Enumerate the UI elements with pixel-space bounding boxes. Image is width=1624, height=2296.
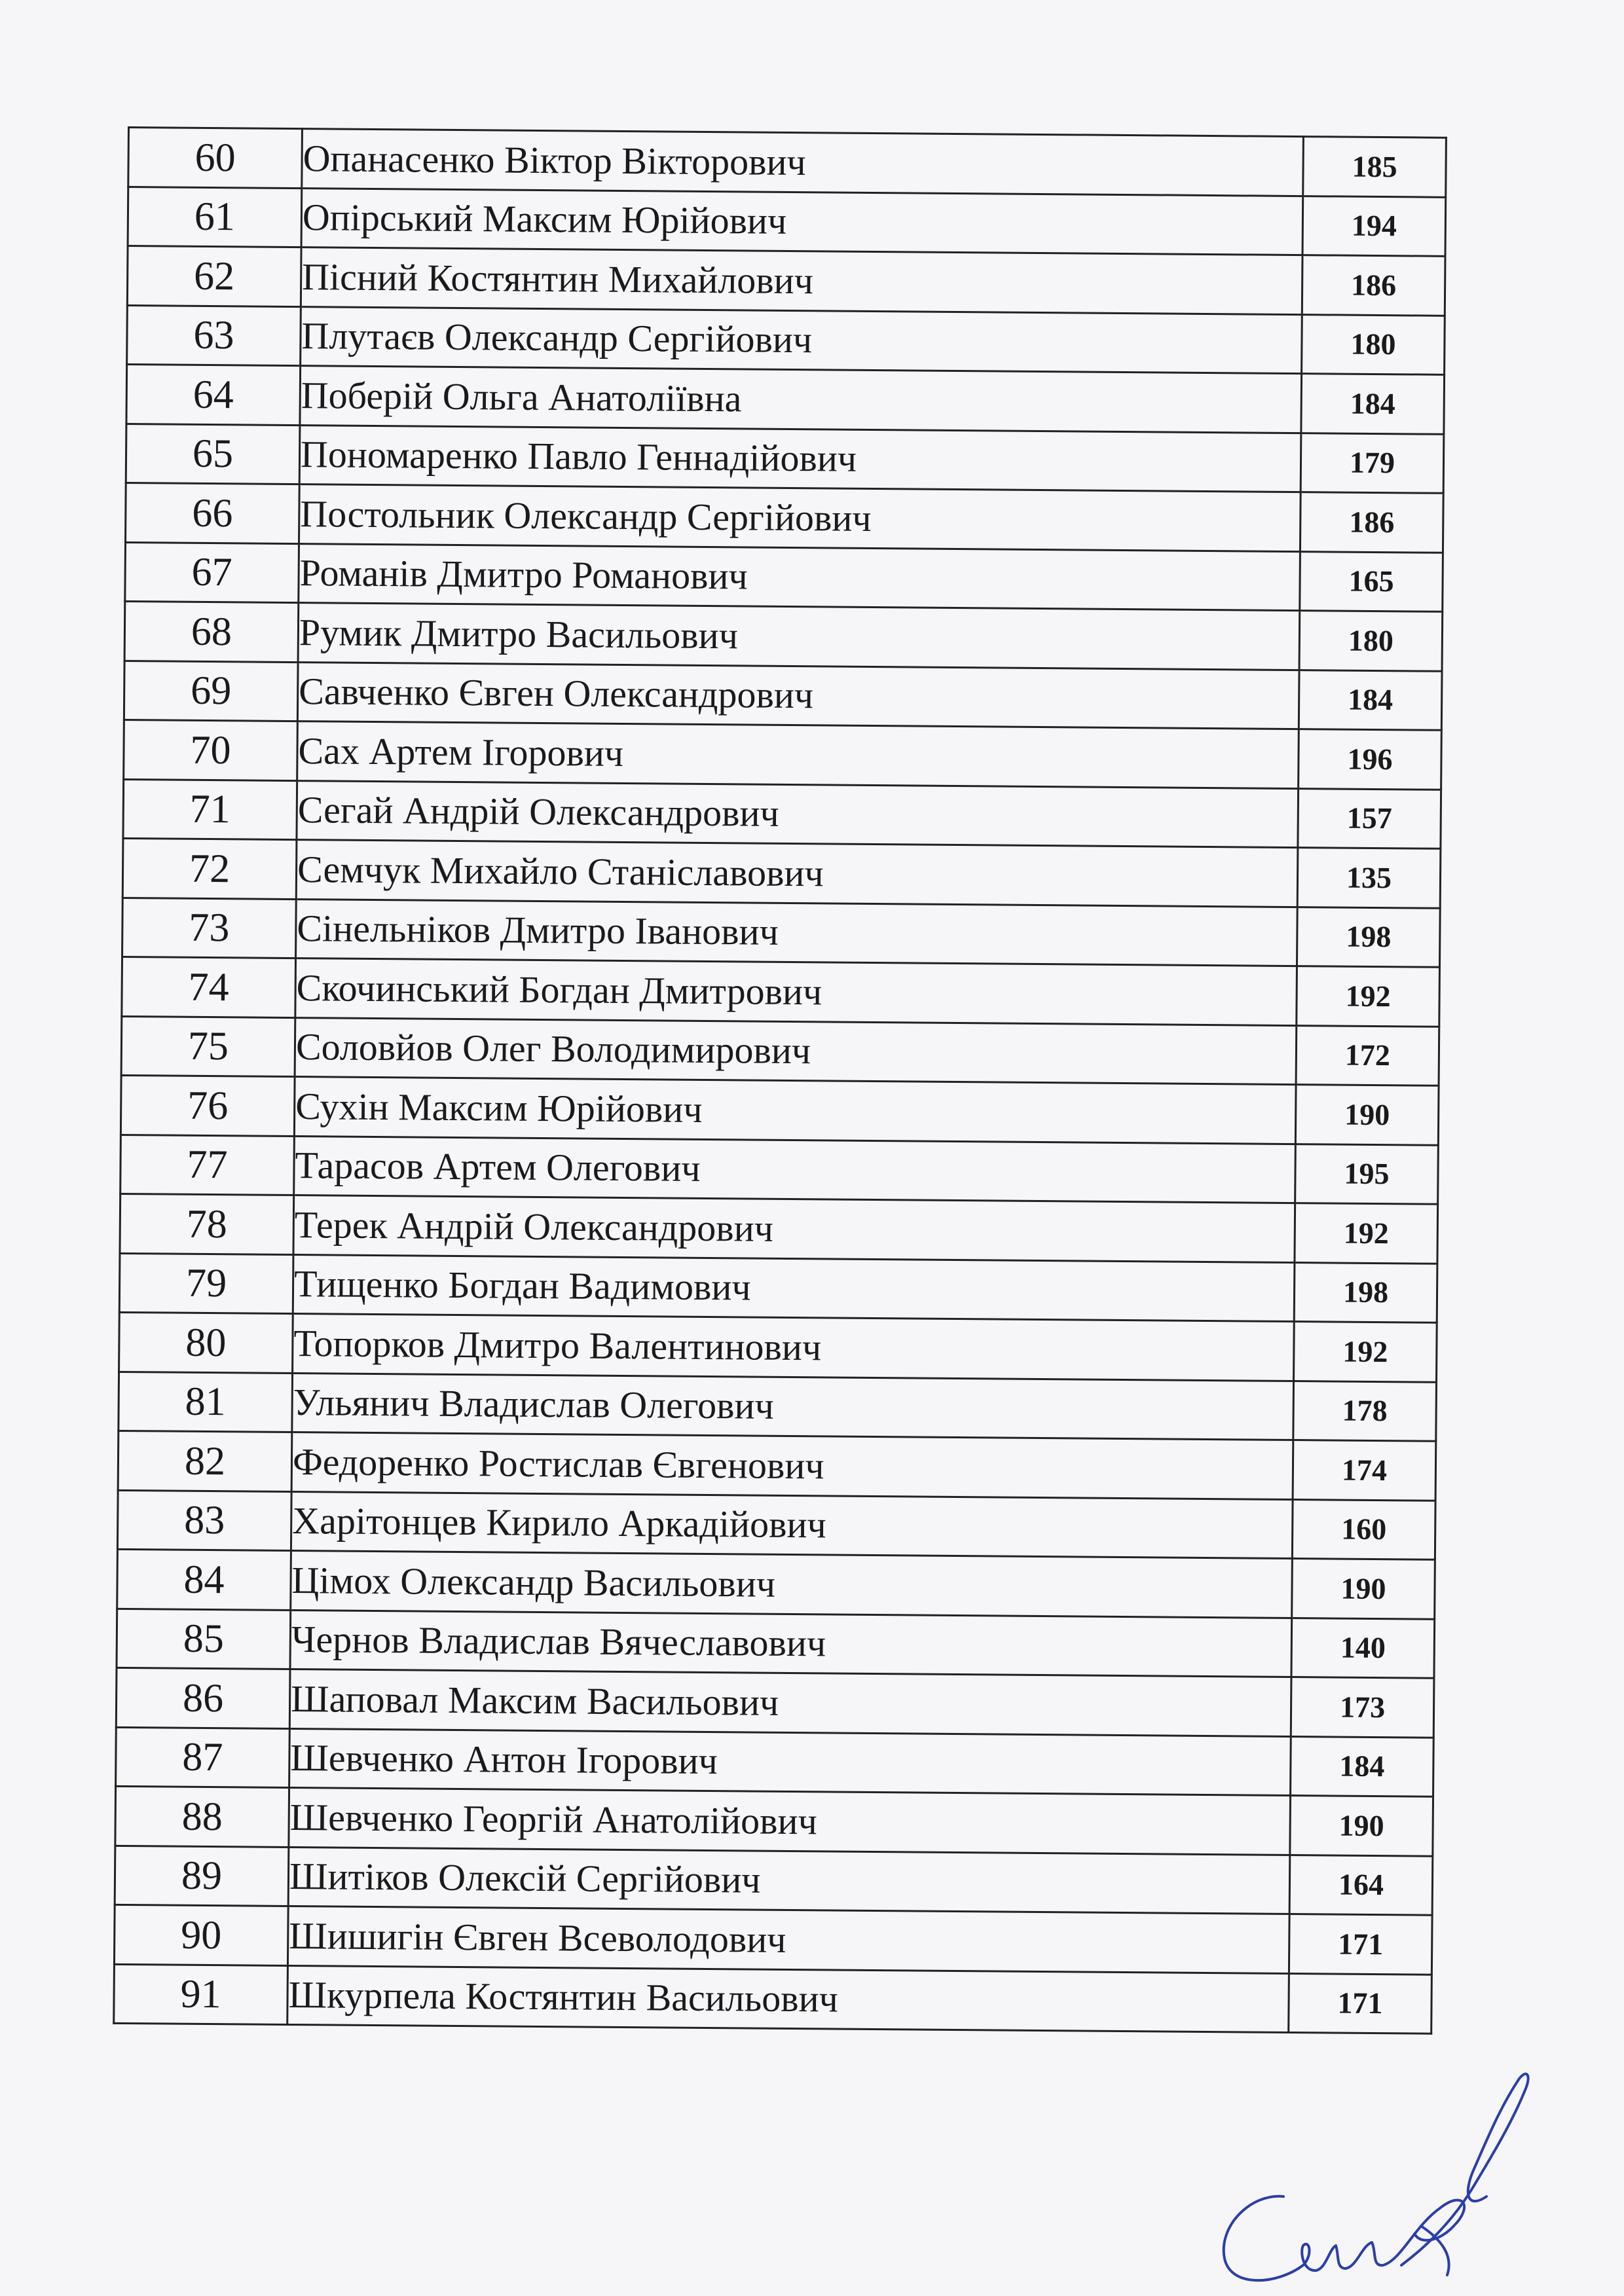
- score-value: 171: [1289, 1914, 1432, 1975]
- score-value: 192: [1297, 966, 1440, 1027]
- full-name: Тарасов Артем Олегович: [294, 1136, 1296, 1203]
- row-number: 89: [115, 1846, 289, 1906]
- full-name: Опанасенко Віктор Вікторович: [302, 129, 1304, 196]
- score-value: 174: [1293, 1440, 1436, 1501]
- full-name: Шевченко Антон Ігорович: [289, 1728, 1291, 1796]
- table-row: [119, 1312, 1437, 1381]
- full-name: Соловйов Олег Володимирович: [295, 1017, 1297, 1085]
- full-name: Тищенко Богдан Вадимович: [293, 1254, 1295, 1322]
- full-name: Харітонцев Кирило Аркадійович: [291, 1491, 1293, 1559]
- row-number: 81: [119, 1372, 293, 1432]
- row-number: 76: [120, 1075, 295, 1136]
- score-value: 184: [1299, 670, 1442, 730]
- score-value: 157: [1298, 788, 1441, 848]
- table-row: [127, 305, 1445, 374]
- full-name: Цімох Олександр Васильович: [291, 1551, 1293, 1618]
- score-value: 164: [1289, 1855, 1433, 1915]
- full-name: Румик Дмитро Васильович: [298, 603, 1300, 670]
- full-name: Романів Дмитро Романович: [299, 543, 1301, 611]
- table-row: [117, 1549, 1435, 1618]
- full-name: Шишигін Євген Всеволодович: [287, 1906, 1289, 1974]
- row-number: 62: [127, 246, 301, 307]
- row-number: 91: [114, 1964, 288, 2025]
- score-value: 178: [1293, 1381, 1437, 1441]
- row-number: 83: [117, 1490, 291, 1551]
- row-number: 64: [126, 365, 301, 426]
- table-row: [123, 779, 1441, 848]
- score-value: 172: [1296, 1025, 1439, 1085]
- full-name: Топорков Дмитро Валентинович: [293, 1314, 1295, 1381]
- table-row: [125, 542, 1443, 611]
- table-row: [126, 424, 1444, 493]
- full-name: Шевченко Георгій Анатолійович: [289, 1788, 1291, 1855]
- full-name: Пісний Костянтин Михайлович: [301, 247, 1302, 315]
- table-row: [120, 1075, 1439, 1144]
- table-row: [116, 1667, 1434, 1737]
- row-number: 79: [119, 1253, 293, 1314]
- table-row: [116, 1727, 1434, 1796]
- table-row: [128, 187, 1446, 256]
- score-value: 195: [1295, 1144, 1439, 1204]
- score-value: 190: [1292, 1559, 1435, 1619]
- score-value: 173: [1291, 1677, 1434, 1738]
- score-value: 140: [1291, 1618, 1435, 1678]
- full-name: Поберій Ольга Анатоліївна: [300, 366, 1302, 433]
- full-name: Терек Андрій Олександрович: [293, 1195, 1295, 1263]
- table-row: [124, 601, 1443, 670]
- full-name: Шаповал Максим Васильович: [289, 1669, 1291, 1737]
- row-number: 66: [126, 483, 300, 543]
- row-number: 90: [114, 1904, 288, 1965]
- row-number: 74: [122, 957, 296, 1017]
- full-name: Опірський Максим Юрійович: [301, 188, 1303, 255]
- row-number: 61: [128, 187, 302, 247]
- table-row: [118, 1430, 1436, 1500]
- row-number: 78: [120, 1194, 294, 1254]
- score-value: 135: [1297, 848, 1441, 908]
- row-number: 73: [122, 898, 297, 958]
- row-number: 88: [115, 1786, 289, 1847]
- full-name: Пономаренко Павло Геннадійович: [299, 425, 1301, 492]
- table-row: [122, 898, 1441, 967]
- score-value: 186: [1302, 255, 1445, 316]
- row-number: 82: [118, 1430, 292, 1491]
- score-value: 190: [1290, 1796, 1433, 1856]
- row-number: 65: [126, 424, 300, 484]
- score-value: 196: [1299, 729, 1442, 790]
- row-number: 84: [117, 1549, 291, 1610]
- table-row: [119, 1253, 1437, 1322]
- signature-stroke-main: [1224, 2196, 1464, 2281]
- score-value: 192: [1295, 1203, 1438, 1264]
- score-value: 180: [1299, 611, 1443, 671]
- full-name: Семчук Михайло Станіславович: [296, 840, 1298, 907]
- score-value: 184: [1291, 1736, 1434, 1796]
- full-name: Ульянич Владислав Олегович: [292, 1373, 1294, 1440]
- score-value: 190: [1295, 1085, 1439, 1145]
- full-name: Савченко Євген Олександрович: [297, 662, 1299, 729]
- full-name: Постольник Олександр Сергійович: [299, 484, 1301, 552]
- table-row: [115, 1786, 1433, 1855]
- row-number: 69: [124, 661, 298, 721]
- table-row: [117, 1490, 1435, 1559]
- row-number: 80: [119, 1312, 293, 1373]
- table-row: [117, 1609, 1435, 1678]
- table-row: [114, 1964, 1432, 2033]
- score-value: 194: [1302, 196, 1446, 256]
- table-row: [124, 720, 1442, 789]
- row-number: 67: [125, 542, 299, 603]
- table-row: [124, 661, 1442, 730]
- table-row: [126, 365, 1445, 434]
- ranking-table: [113, 126, 1447, 2035]
- row-number: 63: [127, 305, 301, 366]
- table-row: [128, 128, 1447, 197]
- score-value: 160: [1292, 1499, 1435, 1559]
- score-value: 184: [1301, 374, 1445, 434]
- row-number: 68: [124, 601, 299, 662]
- row-number: 72: [122, 838, 297, 899]
- row-number: 87: [116, 1727, 290, 1788]
- full-name: Шкурпела Костянтин Васильович: [287, 1965, 1289, 2033]
- table-row: [120, 1135, 1439, 1204]
- score-value: 165: [1300, 551, 1443, 611]
- table-row: [114, 1904, 1432, 1974]
- row-number: 86: [116, 1667, 290, 1728]
- row-number: 70: [124, 720, 298, 780]
- score-value: 192: [1294, 1322, 1437, 1382]
- score-value: 179: [1301, 433, 1444, 493]
- table-row: [122, 957, 1440, 1026]
- row-number: 77: [120, 1135, 295, 1195]
- row-number: 71: [123, 779, 297, 840]
- full-name: Сегай Андрій Олександрович: [297, 780, 1299, 848]
- full-name: Плутаєв Олександр Сергійович: [301, 306, 1302, 374]
- full-name: Сінельніков Дмитро Іванович: [296, 899, 1298, 966]
- row-number: 75: [121, 1016, 295, 1077]
- table-row: [119, 1372, 1437, 1441]
- full-name: Шитіков Олексій Сергійович: [288, 1847, 1290, 1914]
- ranking-table-body: [114, 128, 1447, 2034]
- full-name: Федоренко Ростислав Євгенович: [291, 1432, 1293, 1500]
- full-name: Сах Артем Ігорович: [297, 721, 1299, 789]
- handwritten-signature-icon: [1205, 2030, 1545, 2291]
- score-value: 180: [1302, 314, 1445, 374]
- table-row: [126, 483, 1444, 552]
- signature-stroke-flourish: [1401, 2074, 1528, 2265]
- score-value: 198: [1294, 1262, 1437, 1322]
- table-row: [122, 838, 1441, 907]
- score-value: 171: [1289, 1973, 1432, 2033]
- table-row: [115, 1846, 1433, 1915]
- row-number: 85: [117, 1609, 291, 1669]
- row-number: 60: [128, 128, 303, 189]
- full-name: Скочинський Богдан Дмитрович: [295, 958, 1297, 1026]
- full-name: Сухін Максим Юрійович: [294, 1077, 1296, 1144]
- score-value: 198: [1297, 907, 1440, 967]
- full-name: Чернов Владислав Вячеславович: [290, 1610, 1292, 1677]
- table-row: [127, 246, 1445, 316]
- score-value: 186: [1300, 492, 1443, 553]
- score-value: 185: [1303, 137, 1447, 197]
- table-row: [121, 1016, 1439, 1085]
- table-row: [120, 1194, 1438, 1263]
